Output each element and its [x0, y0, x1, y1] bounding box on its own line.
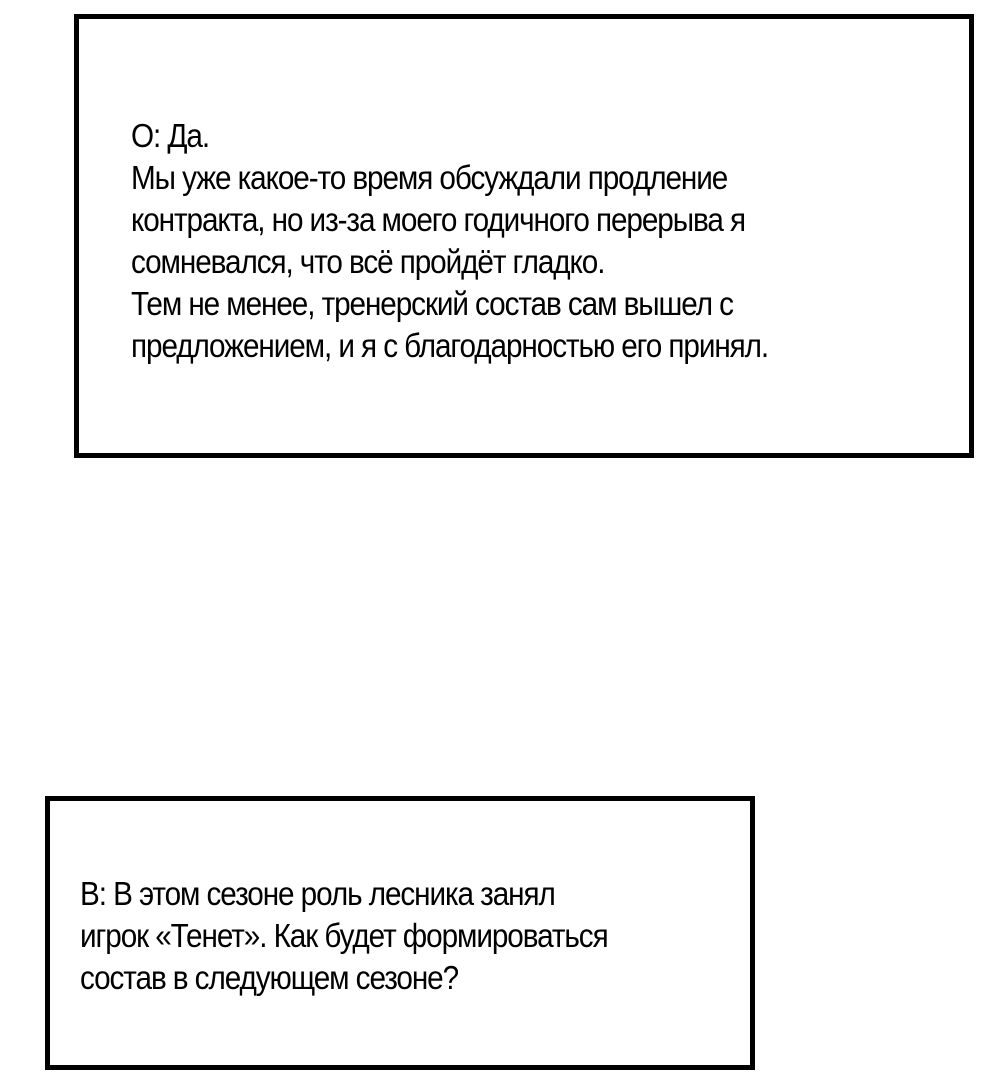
question-line: состав в следующем сезоне?: [80, 959, 459, 996]
answer-line: сомневался, что всё пройдёт гладко.: [131, 243, 605, 280]
answer-line: Тем не менее, тренерский состав сам вышел с: [131, 285, 733, 322]
answer-text: [131, 115, 768, 367]
answer-line: Мы уже какое-то время обсуждали продление: [131, 159, 728, 196]
answer-line: контракта, но из-за моего годичного перерыва я: [131, 201, 745, 238]
answer-line: предложением, и я с благодарностью его принял.: [131, 327, 769, 364]
question-line: В: В этом сезоне роль лесника занял: [80, 875, 555, 912]
question-line: игрок «Тенет». Как будет формироваться: [80, 917, 608, 954]
answer-text-panel: [74, 14, 974, 458]
answer-line: О: Да.: [131, 117, 210, 154]
question-text-panel: [45, 796, 755, 1070]
question-text: [80, 873, 608, 999]
